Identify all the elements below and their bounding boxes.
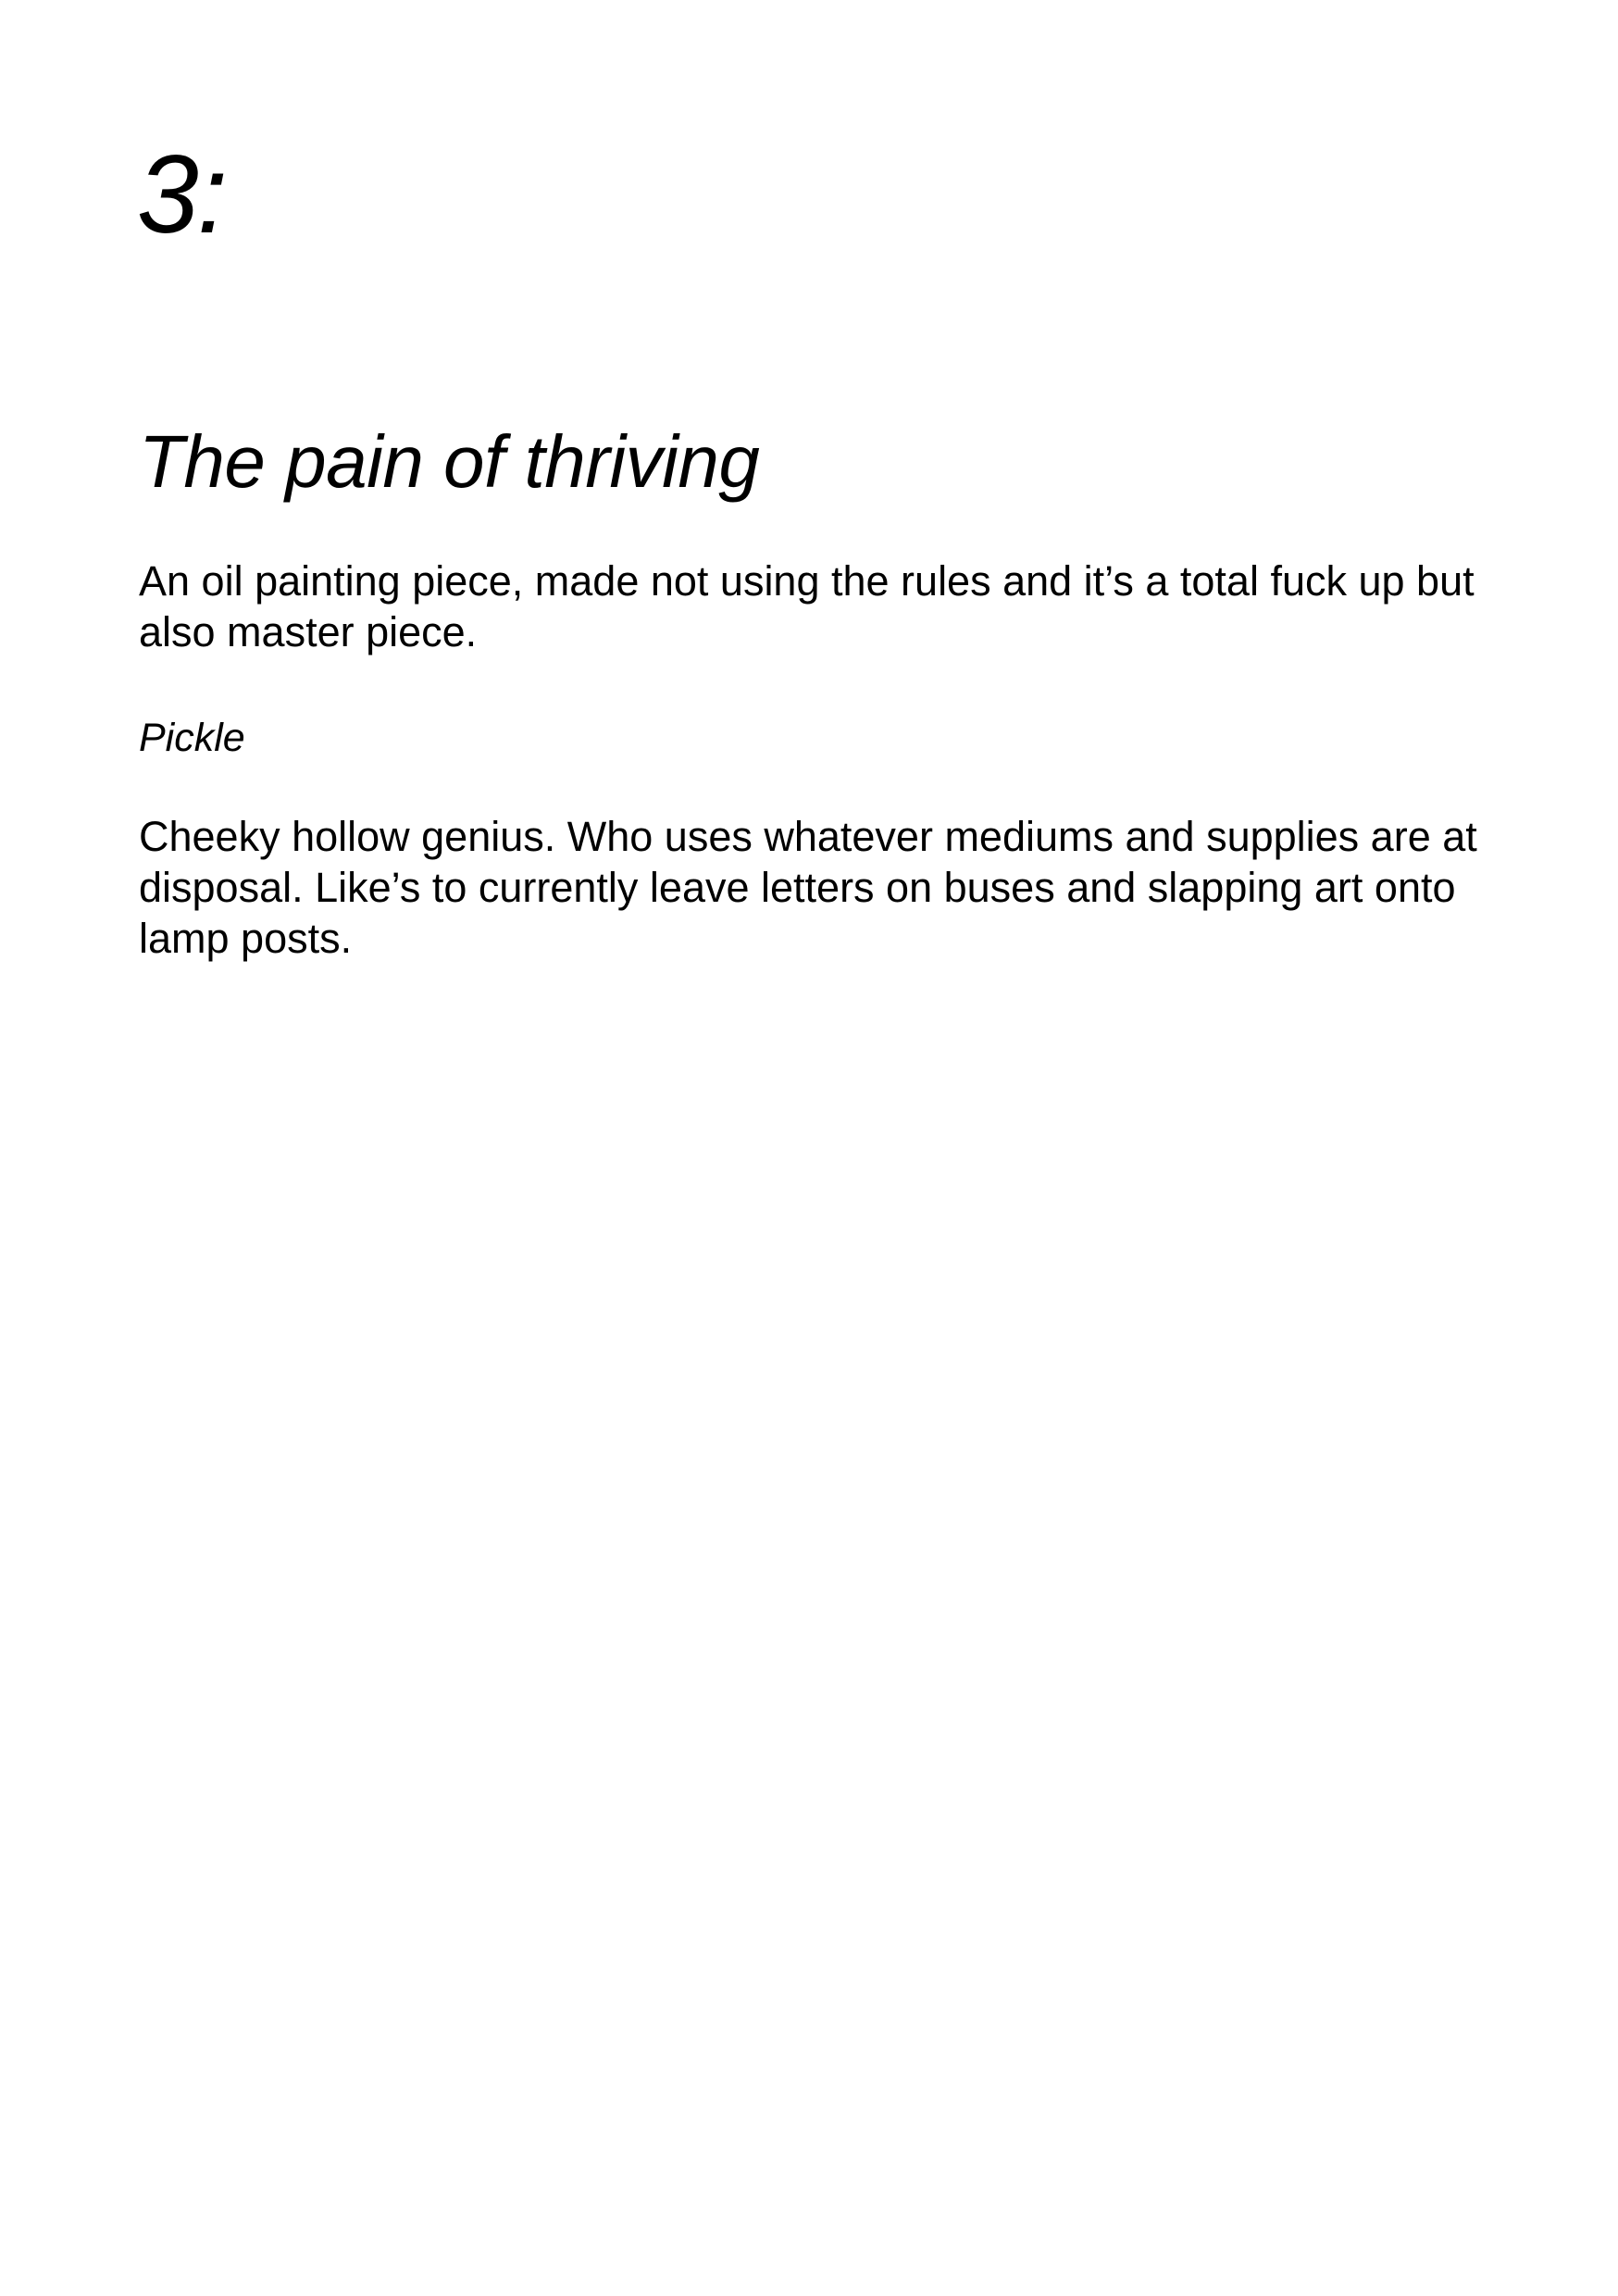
work-title: The pain of thriving bbox=[139, 420, 760, 503]
artist-name: Pickle bbox=[139, 716, 245, 760]
work-description: An oil painting piece, made not using the rules and it’s a total fuck up but also master piece. bbox=[139, 557, 1475, 655]
artist-bio: Cheeky hollow genius. Who uses whatever mediums and supplies are at disposal. Like’s to currently leave letters on buses and slapping art onto lamp posts. bbox=[139, 813, 1477, 962]
section-number: 3: bbox=[137, 132, 227, 256]
